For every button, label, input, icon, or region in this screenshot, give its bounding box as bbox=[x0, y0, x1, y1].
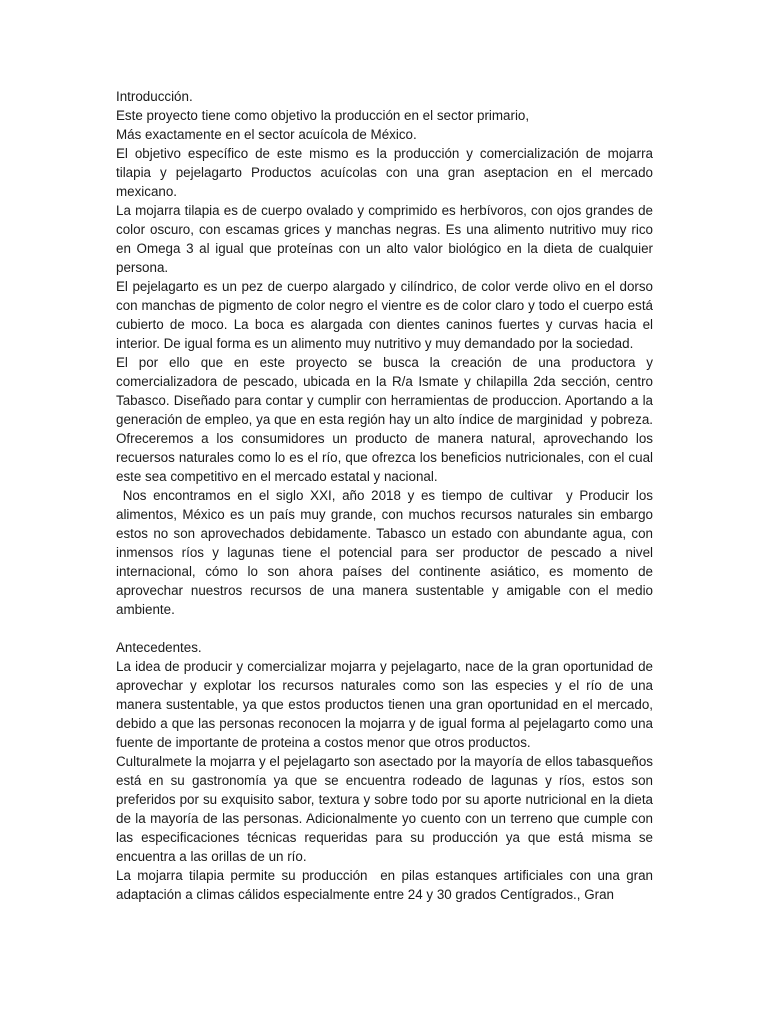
background-paragraph-1: La idea de producir y comercializar mojarra y pejelagarto, nace de la gran oportunidad de aprovechar y explotar los recursos naturales como son las especies y el río de una manera sustentable, ya que estos productos tienen una gran oportunidad en el mercado, debido a que las personas reconocen la mojarra y de igual forma al pejelagarto como una fuente de importante de proteina a costos menor que otros productos. bbox=[116, 659, 657, 750]
background-heading: Antecedentes. bbox=[116, 640, 202, 655]
intro-heading: Introducción. bbox=[116, 89, 193, 104]
intro-paragraph-1: El objetivo específico de este mismo es la producción y comercialización de mojarra tilapia y pejelagarto Productos acuícolas con una gran aseptacion en el mercado mexicano. bbox=[116, 146, 657, 199]
intro-line-2: Más exactamente en el sector acuícola de México. bbox=[116, 127, 417, 142]
background-paragraph-2: Culturalmete la mojarra y el pejelagarto son asectado por la mayoría de ellos tabasqueños está en su gastronomía ya que se encuentra rodeado de lagunas y ríos, estos son preferidos por su exquisito sabor, textura y sobre todo por su aporte nutricional en la dieta de la mayoría de las personas. Adicionalmente yo cuento con un terreno que cumple con las especificaciones técnicas requeridas para su producción ya que está misma se encuentra a las orillas de un río. bbox=[116, 754, 657, 864]
intro-paragraph-2: La mojarra tilapia es de cuerpo ovalado y comprimido es herbívoros, con ojos grandes de color oscuro, con escamas grices y manchas negras. Es una alimento nutritivo muy rico en Omega 3 al igual que proteínas con un alto valor biológico en la dieta de cualquier persona. bbox=[116, 203, 657, 275]
intro-paragraph-5: Nos encontramos en el siglo XXI, año 2018 y es tiempo de cultivar y Producir los alimentos, México es un país muy grande, con muchos recursos naturales sin embargo estos no son aprovechados debidamente. Tabasco un estado con abundante agua, con inmensos ríos y lagunas tiene el potencial para ser productor de pescado a nivel internacional, cómo lo son ahora países del continente asiático, es momento de aprovechar nuestros recursos de una manera sustentable y amigable con el medio ambiente. bbox=[116, 488, 657, 617]
background-paragraph-3: La mojarra tilapia permite su producción en pilas estanques artificiales con una gran adaptación a climas cálidos especialmente entre 24 y 30 grados Centígrados., Gran bbox=[116, 868, 657, 902]
intro-paragraph-3: El pejelagarto es un pez de cuerpo alargado y cilíndrico, de color verde olivo en el dorso con manchas de pigmento de color negro el vientre es de color claro y todo el cuerpo está cubierto de moco. La boca es alargada con dientes caninos fuertes y curvas hacia el interior. De igual forma es un alimento muy nutritivo y muy demandado por la sociedad. bbox=[116, 279, 657, 351]
intro-line-1: Este proyecto tiene como objetivo la producción en el sector primario, bbox=[116, 108, 530, 123]
intro-paragraph-4: El por ello que en este proyecto se busca la creación de una productora y comercializadora de pescado, ubicada en la R/a Ismate y chilapilla 2da sección, centro Tabasco. Diseñado para contar y cumplir con herramientas de produccion. Aportando a la generación de empleo, ya que en esta región hay un alto índice de marginidad y pobreza. Ofreceremos a los consumidores un producto de manera natural, aprovechando los recuersos naturales como lo es el río, que ofrezca los beneficios nutricionales, con el cual este sea competitivo en el mercado estatal y nacional. bbox=[116, 355, 657, 484]
document-page bbox=[116, 87, 657, 904]
section-spacer bbox=[116, 619, 653, 638]
